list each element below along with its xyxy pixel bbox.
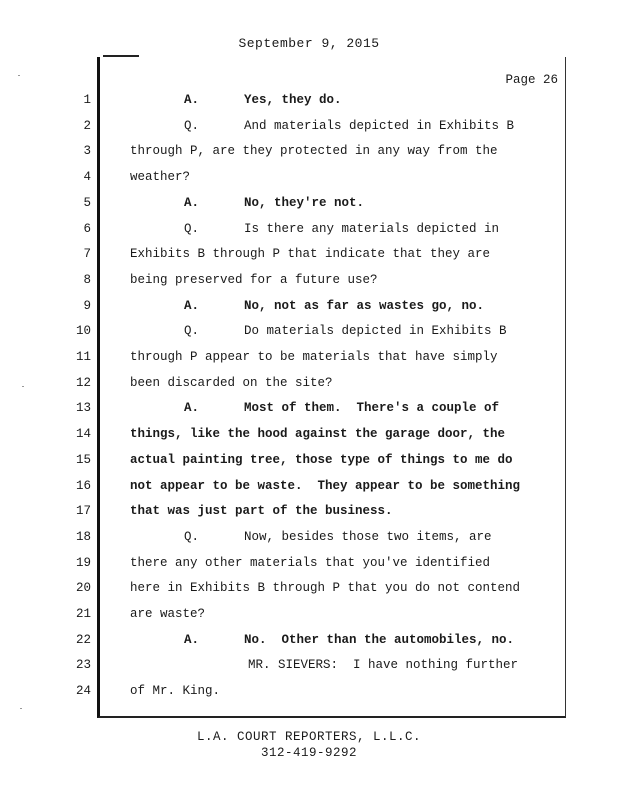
line-number: 11 <box>75 350 91 364</box>
answer-line: A. No, not as far as wastes go, no. <box>184 299 485 313</box>
transcript-line: been discarded on the site? <box>130 376 333 390</box>
line-number: 4 <box>83 170 91 184</box>
line-number: 16 <box>75 479 91 493</box>
line-number: 1 <box>83 93 91 107</box>
answer-line: A. Most of them. There's a couple of <box>184 401 500 415</box>
line-number: 13 <box>75 401 91 415</box>
answer-line: A. Yes, they do. <box>184 93 342 107</box>
line-number: 23 <box>75 658 91 672</box>
transcript-line: being preserved for a future use? <box>130 273 378 287</box>
transcript-line: of Mr. King. <box>130 684 221 698</box>
line-number: 24 <box>75 684 91 698</box>
line-number: 9 <box>83 299 91 313</box>
transcript-line: there any other materials that you've identified <box>130 556 491 570</box>
answer-line: that was just part of the business. <box>130 504 393 518</box>
line-number: 6 <box>83 222 91 236</box>
line-number: 10 <box>75 324 91 338</box>
answer-line: things, like the hood against the garage door, the <box>130 427 506 441</box>
transcript-line: are waste? <box>130 607 206 621</box>
line-number: 12 <box>75 376 91 390</box>
transcript-line: here in Exhibits B through P that you do not contend <box>130 581 521 595</box>
transcript-line: Exhibits B through P that indicate that they are <box>130 247 491 261</box>
transcript-line: MR. SIEVERS: I have nothing further <box>248 658 519 672</box>
transcript-line: through P, are they protected in any way from the <box>130 144 498 158</box>
answer-line: not appear to be waste. They appear to be something <box>130 479 521 493</box>
line-number: 17 <box>75 504 91 518</box>
answer-line: A. No. Other than the automobiles, no. <box>184 633 515 647</box>
transcript-line: Q. Is there any materials depicted in <box>184 222 500 236</box>
line-number: 15 <box>75 453 91 467</box>
line-number: 3 <box>83 144 91 158</box>
page-number: Page 26 <box>505 73 558 87</box>
transcript-line: through P appear to be materials that have simply <box>130 350 498 364</box>
reporter-phone: 312-419-9292 <box>260 746 357 760</box>
line-number: 19 <box>75 556 91 570</box>
line-number: 7 <box>83 247 91 261</box>
scan-speck <box>18 75 20 76</box>
line-number: 5 <box>83 196 91 210</box>
transcript-line: Q. And materials depicted in Exhibits B <box>184 119 515 133</box>
line-number: 18 <box>75 530 91 544</box>
scan-speck <box>20 708 22 709</box>
transcript-line: Q. Do materials depicted in Exhibits B <box>184 324 507 338</box>
transcript-line: Q. Now, besides those two items, are <box>184 530 492 544</box>
transcript-line: weather? <box>130 170 191 184</box>
line-number: 22 <box>75 633 91 647</box>
line-number: 8 <box>83 273 91 287</box>
transcript-date: September 9, 2015 <box>238 36 380 51</box>
line-number: 14 <box>75 427 91 441</box>
answer-line: A. No, they're not. <box>184 196 365 210</box>
line-number: 2 <box>83 119 91 133</box>
reporter-company: L.A. COURT REPORTERS, L.L.C. <box>196 730 422 744</box>
scan-speck <box>22 386 24 387</box>
answer-line: actual painting tree, those type of things to me do <box>130 453 513 467</box>
line-number: 20 <box>75 581 91 595</box>
line-number: 21 <box>75 607 91 621</box>
